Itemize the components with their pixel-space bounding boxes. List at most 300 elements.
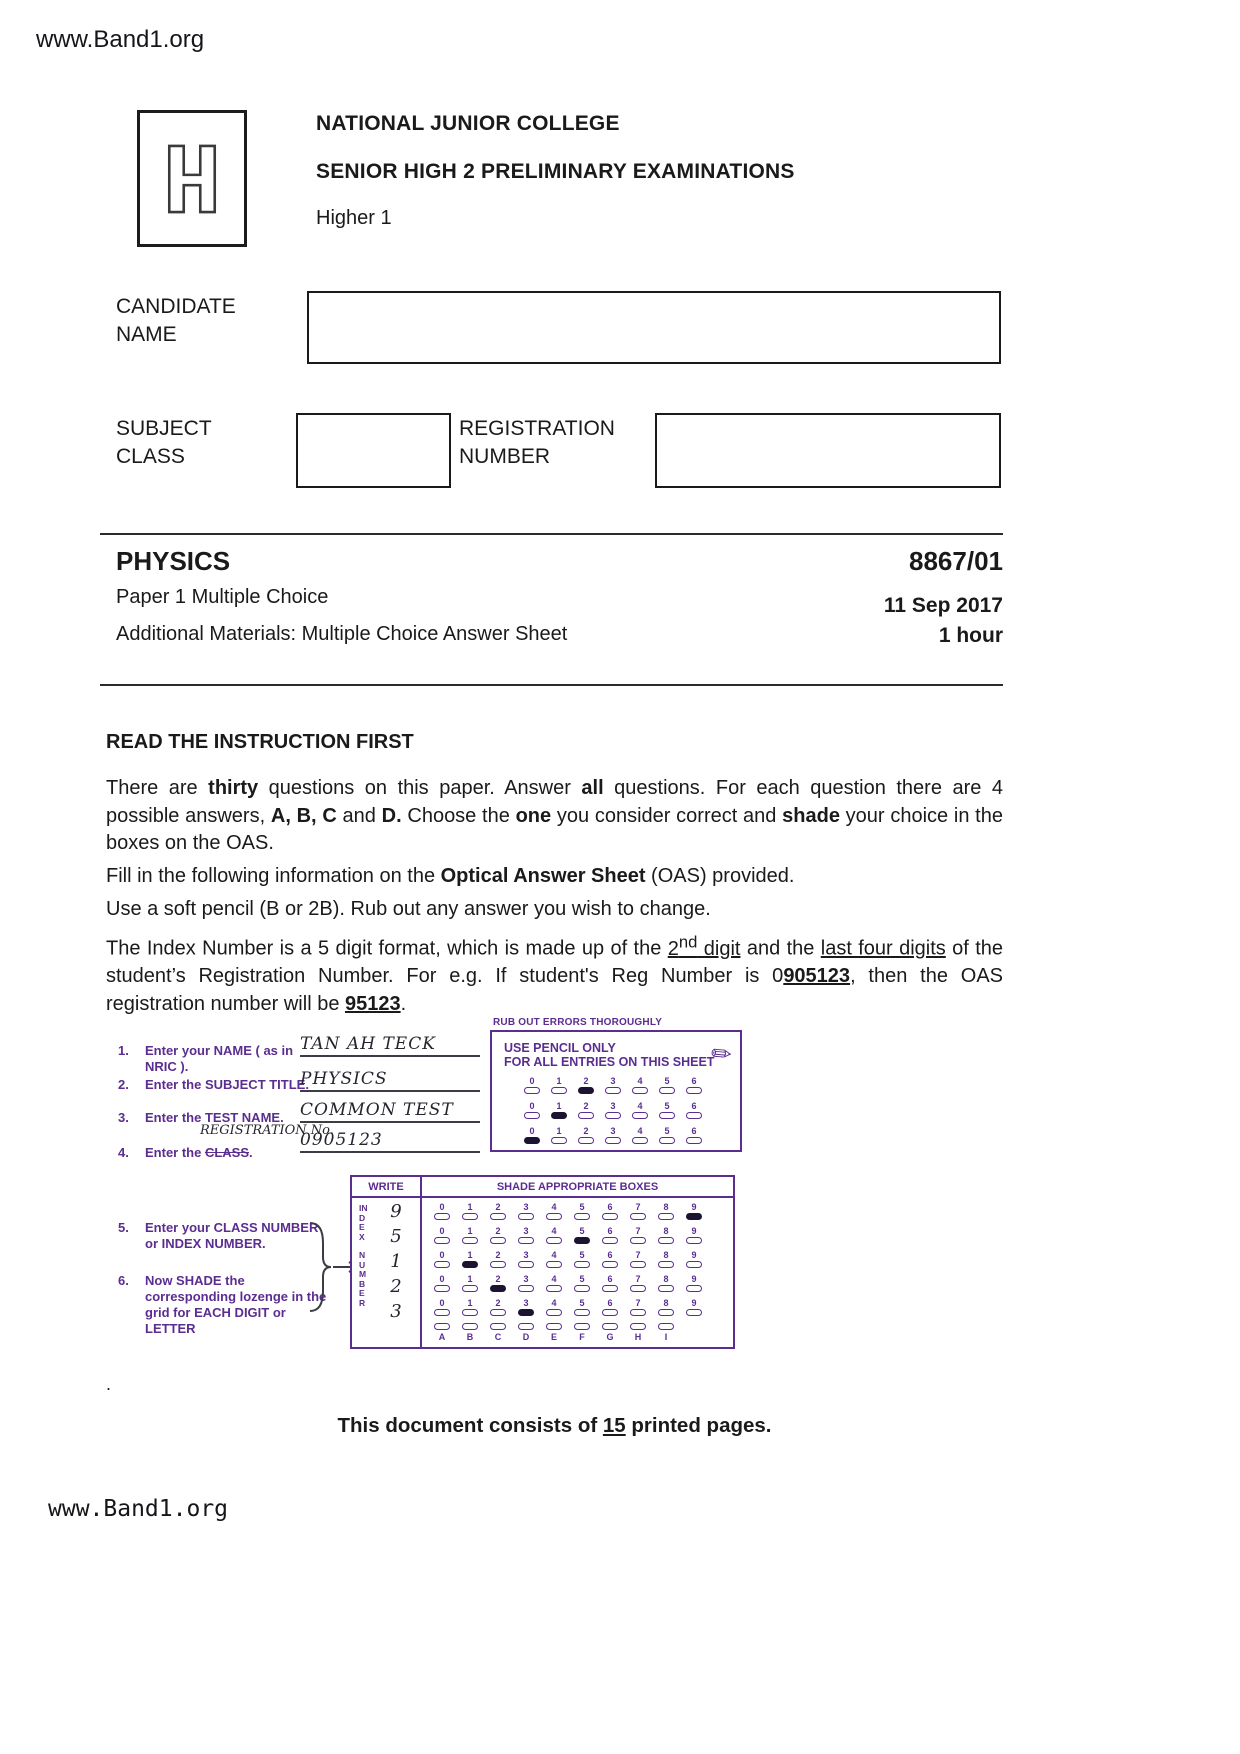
lozenge-shaded <box>518 1309 534 1316</box>
digit-cell <box>572 1322 592 1342</box>
lozenge <box>574 1261 590 1268</box>
lozenge <box>518 1285 534 1292</box>
digit-cell <box>657 1126 677 1144</box>
digit-cell <box>544 1274 564 1292</box>
digit-label: 1 <box>556 1101 562 1111</box>
lozenge <box>686 1087 702 1094</box>
digit-cell <box>488 1226 508 1244</box>
lozenge <box>630 1237 646 1244</box>
digit-cell <box>630 1076 650 1094</box>
subject-class-label-line1: SUBJECT <box>116 417 212 440</box>
digit-cell <box>657 1101 677 1119</box>
pencil-icon: ✎ <box>705 1037 739 1072</box>
lozenge <box>546 1285 562 1292</box>
digit-label: 8 <box>663 1298 669 1308</box>
digit-label: 2 <box>583 1126 589 1136</box>
lozenge <box>546 1237 562 1244</box>
paper-title: Paper 1 Multiple Choice <box>116 586 329 608</box>
digit-label: 3 <box>610 1126 616 1136</box>
p4-text: , then the OAS registration number will be <box>106 965 1003 1015</box>
subject-class-label <box>116 415 212 471</box>
shade-digit-row <box>432 1226 733 1244</box>
lozenge <box>546 1213 562 1220</box>
digit-cell <box>684 1101 704 1119</box>
grid-header <box>352 1177 733 1198</box>
lozenge <box>518 1237 534 1244</box>
digit-label: I <box>664 1332 668 1342</box>
lozenge <box>490 1323 506 1330</box>
digit-label: 3 <box>610 1101 616 1111</box>
digit-cell <box>628 1202 648 1220</box>
p1-text: your choice in the boxes on the OAS. <box>106 804 1003 854</box>
divider-top <box>100 533 1003 535</box>
digit-label: 3 <box>523 1202 529 1212</box>
digit-cell <box>432 1274 452 1292</box>
lozenge <box>518 1213 534 1220</box>
page-count-note <box>106 1414 1003 1438</box>
digit-cell <box>488 1298 508 1316</box>
lozenge-shaded <box>524 1137 540 1144</box>
digit-cell <box>576 1126 596 1144</box>
step-label-pre: Enter the <box>145 1145 205 1160</box>
digit-cell <box>488 1322 508 1342</box>
divider-bottom <box>100 684 1003 686</box>
digit-cell <box>684 1274 704 1292</box>
lozenge <box>546 1323 562 1330</box>
digit-label: 1 <box>467 1298 473 1308</box>
step-label: Now SHADE the corresponding lozenge in the grid for EACH DIGIT or LETTER <box>145 1273 327 1336</box>
step-label-struck: CLASS <box>204 1145 250 1160</box>
digit-cell <box>600 1226 620 1244</box>
pencil-box-line2: FOR ALL ENTRIES ON THIS SHEET <box>504 1055 715 1069</box>
digit-cell <box>628 1298 648 1316</box>
pencil-box-digit-row <box>522 1126 704 1144</box>
subject-class-label-line2: CLASS <box>116 445 185 468</box>
lozenge <box>658 1309 674 1316</box>
lozenge <box>630 1261 646 1268</box>
digit-label: A <box>438 1332 446 1342</box>
digit-label: 9 <box>691 1226 697 1236</box>
lozenge-shaded <box>462 1261 478 1268</box>
digit-cell <box>544 1298 564 1316</box>
digit-label: 1 <box>467 1250 473 1260</box>
digit-cell <box>657 1076 677 1094</box>
pencil-box-digit-rows <box>522 1076 704 1151</box>
digit-label: D <box>522 1332 530 1342</box>
digit-label: 0 <box>439 1250 445 1260</box>
oas-step-5 <box>118 1220 327 1252</box>
lozenge <box>658 1285 674 1292</box>
shade-letter-row <box>432 1322 733 1342</box>
p4-underline-word: digit <box>697 937 741 960</box>
instructions-paragraph-1 <box>106 775 1003 858</box>
candidate-name-label <box>116 293 236 349</box>
step-label: Enter the TEST NAME. <box>145 1110 284 1125</box>
lozenge <box>551 1137 567 1144</box>
digit-label: 0 <box>529 1076 535 1086</box>
digit-label: 8 <box>663 1250 669 1260</box>
lozenge <box>658 1323 674 1330</box>
rub-out-errors-note: RUB OUT ERRORS THOROUGHLY <box>493 1017 663 1028</box>
lozenge <box>686 1261 702 1268</box>
digit-cell <box>488 1202 508 1220</box>
candidate-name-label-line1: CANDIDATE <box>116 295 236 318</box>
digit-label: E <box>550 1332 557 1342</box>
lozenge <box>630 1309 646 1316</box>
digit-label: 5 <box>579 1202 585 1212</box>
exam-title: SENIOR HIGH 2 PRELIMINARY EXAMINATIONS <box>316 160 795 183</box>
step-number: 1. <box>118 1043 129 1058</box>
lozenge <box>632 1137 648 1144</box>
digit-cell <box>549 1101 569 1119</box>
digit-label: 4 <box>637 1126 643 1136</box>
digit-label: 7 <box>635 1298 641 1308</box>
digit-label: 6 <box>607 1226 613 1236</box>
lozenge <box>574 1323 590 1330</box>
digit-label: 0 <box>439 1298 445 1308</box>
digit-label: 2 <box>495 1226 501 1236</box>
step-label: Enter the SUBJECT TITLE. <box>145 1077 309 1092</box>
lozenge <box>490 1237 506 1244</box>
digit-label: 9 <box>691 1274 697 1284</box>
digit-cell <box>516 1298 536 1316</box>
digit-cell <box>522 1126 542 1144</box>
digit-label: 5 <box>579 1226 585 1236</box>
digit-label: H <box>634 1332 642 1342</box>
digit-label: 6 <box>607 1298 613 1308</box>
lozenge <box>574 1285 590 1292</box>
digit-label: 5 <box>579 1298 585 1308</box>
lozenge <box>462 1309 478 1316</box>
lozenge <box>602 1323 618 1330</box>
page-count-text: printed pages. <box>625 1414 772 1437</box>
write-column <box>352 1198 422 1347</box>
digit-cell <box>516 1322 536 1342</box>
p1-bold: A, B, C <box>270 804 337 827</box>
pencil-box-digit-row <box>522 1101 704 1119</box>
handwritten-registration-no-label: REGISTRATION No. <box>200 1123 334 1138</box>
handwritten-digit: 5 <box>390 1226 402 1247</box>
lozenge <box>632 1112 648 1119</box>
digit-label: 2 <box>495 1202 501 1212</box>
oas-step-3-value-line <box>300 1093 480 1123</box>
digit-cell <box>522 1101 542 1119</box>
digit-label: C <box>494 1332 502 1342</box>
digit-label: 3 <box>610 1076 616 1086</box>
digit-label: 2 <box>495 1250 501 1260</box>
digit-label: 7 <box>635 1250 641 1260</box>
p4-text: . <box>400 992 407 1015</box>
digit-cell <box>460 1226 480 1244</box>
lozenge <box>574 1213 590 1220</box>
subject-title: PHYSICS <box>116 546 231 576</box>
digit-cell <box>572 1226 592 1244</box>
index-number-grid <box>350 1175 735 1349</box>
digit-label: F <box>579 1332 585 1342</box>
digit-cell <box>432 1202 452 1220</box>
lozenge <box>546 1309 562 1316</box>
digit-cell <box>572 1250 592 1268</box>
oas-step-1-value-line <box>300 1027 480 1057</box>
additional-materials: Additional Materials: Multiple Choice Answer Sheet <box>116 623 568 645</box>
instructions-paragraph-3: Use a soft pencil (B or 2B). Rub out any answer you wish to change. <box>106 898 711 920</box>
p2-bold: Optical Answer Sheet <box>440 865 646 887</box>
digit-cell <box>544 1250 564 1268</box>
p1-text: questions. For each question there are 4 possible answers, <box>106 777 1003 827</box>
digit-cell <box>544 1226 564 1244</box>
step-label: Enter your NAME ( as in NRIC ). <box>145 1043 294 1074</box>
lozenge <box>434 1213 450 1220</box>
pencil-box-digit-row <box>522 1076 704 1094</box>
lozenge <box>630 1213 646 1220</box>
digit-label: 7 <box>635 1274 641 1284</box>
handwritten-digit: 2 <box>390 1276 402 1297</box>
p1-text: and <box>336 804 382 827</box>
shade-digit-row <box>432 1202 733 1220</box>
lozenge-shaded <box>686 1213 702 1220</box>
digit-label: 7 <box>635 1226 641 1236</box>
digit-label: 2 <box>583 1101 589 1111</box>
p1-bold: one <box>515 804 552 827</box>
lozenge <box>686 1309 702 1316</box>
lozenge <box>605 1087 621 1094</box>
digit-cell <box>544 1322 564 1342</box>
lozenge <box>546 1261 562 1268</box>
lozenge-shaded <box>578 1087 594 1094</box>
grid-body <box>352 1198 733 1347</box>
p1-text: There are <box>106 777 209 799</box>
h-letter-icon <box>161 139 223 219</box>
digit-cell <box>460 1274 480 1292</box>
lozenge <box>658 1237 674 1244</box>
p2-text: Fill in the following information on the <box>106 865 441 887</box>
digit-cell <box>656 1298 676 1316</box>
p4-underline: last four digits <box>820 937 946 960</box>
lozenge <box>602 1285 618 1292</box>
paper-code: 8867/01 <box>909 546 1003 576</box>
digit-label: 0 <box>529 1101 535 1111</box>
lozenge <box>630 1323 646 1330</box>
p4-text: and the <box>740 937 821 960</box>
oas-step-6 <box>118 1273 327 1337</box>
vertical-labels <box>352 1198 372 1347</box>
digit-cell <box>600 1322 620 1342</box>
lozenge <box>578 1137 594 1144</box>
digit-label: 6 <box>607 1250 613 1260</box>
digit-label: 6 <box>691 1101 697 1111</box>
lozenge <box>518 1323 534 1330</box>
digit-cell <box>628 1274 648 1292</box>
digit-label: 6 <box>691 1126 697 1136</box>
lozenge <box>605 1137 621 1144</box>
lozenge <box>524 1112 540 1119</box>
digit-cell <box>432 1298 452 1316</box>
digit-cell <box>656 1202 676 1220</box>
stray-dot: . <box>106 1374 112 1394</box>
lozenge <box>434 1309 450 1316</box>
lozenge <box>574 1309 590 1316</box>
lozenge <box>659 1137 675 1144</box>
digit-label: 4 <box>637 1076 643 1086</box>
registration-number-label-line2: NUMBER <box>459 445 551 468</box>
registration-number-box <box>655 413 1001 488</box>
handwritten-name: TAN AH TECK <box>300 1034 436 1054</box>
index-vertical-label: INDEX <box>359 1203 368 1242</box>
step-label: Enter your CLASS NUMBER or INDEX NUMBER. <box>145 1220 319 1251</box>
digit-cell <box>432 1322 452 1342</box>
instructions-heading: READ THE INSTRUCTION FIRST <box>106 731 414 753</box>
registration-number-label-line1: REGISTRATION <box>459 417 615 440</box>
oas-step-2-value-line <box>300 1062 480 1092</box>
shade-grid <box>422 1198 733 1347</box>
digit-label: 1 <box>467 1274 473 1284</box>
p1-bold: all <box>581 777 604 799</box>
p2-text: (OAS) provided. <box>645 865 795 887</box>
digit-cell <box>656 1274 676 1292</box>
digit-label: 5 <box>664 1126 670 1136</box>
digit-cell <box>603 1126 623 1144</box>
college-name: NATIONAL JUNIOR COLLEGE <box>316 112 620 135</box>
digit-label: 4 <box>551 1202 557 1212</box>
pencil-box-line1: USE PENCIL ONLY <box>504 1041 616 1055</box>
digit-label: 8 <box>663 1274 669 1284</box>
lozenge <box>551 1087 567 1094</box>
digit-label: 9 <box>691 1298 697 1308</box>
digit-label: 3 <box>523 1250 529 1260</box>
lozenge <box>632 1087 648 1094</box>
step-label-post: . <box>249 1145 253 1160</box>
lozenge <box>462 1285 478 1292</box>
digit-cell <box>656 1250 676 1268</box>
lozenge <box>658 1213 674 1220</box>
digit-label: 3 <box>523 1274 529 1284</box>
digit-label: 8 <box>663 1202 669 1212</box>
digit-cell <box>572 1274 592 1292</box>
step-number: 3. <box>118 1110 129 1125</box>
p1-text: Choose the <box>401 804 516 827</box>
handwritten-subject: PHYSICS <box>300 1069 388 1089</box>
watermark-top: www.Band1.org <box>36 26 205 53</box>
digit-cell <box>600 1274 620 1292</box>
digit-cell <box>432 1226 452 1244</box>
digit-cell <box>460 1250 480 1268</box>
lozenge <box>602 1237 618 1244</box>
p4-text: The Index Number is a 5 digit format, which is made up of the <box>106 937 668 960</box>
lozenge <box>602 1309 618 1316</box>
lozenge <box>659 1087 675 1094</box>
digit-cell <box>576 1101 596 1119</box>
digit-cell <box>684 1250 704 1268</box>
digit-cell <box>516 1274 536 1292</box>
digit-cell <box>656 1226 676 1244</box>
digit-cell <box>572 1298 592 1316</box>
exam-duration: 1 hour <box>938 624 1003 647</box>
oas-step-4-value-line <box>300 1123 480 1153</box>
digit-label: 7 <box>635 1202 641 1212</box>
digit-cell <box>628 1250 648 1268</box>
digit-label: 0 <box>529 1126 535 1136</box>
digit-cell <box>516 1202 536 1220</box>
handwritten-digit: 9 <box>390 1201 402 1222</box>
oas-step-4 <box>118 1145 327 1161</box>
digit-label: 1 <box>467 1202 473 1212</box>
lozenge <box>462 1237 478 1244</box>
digit-label: 0 <box>439 1226 445 1236</box>
lozenge <box>658 1261 674 1268</box>
lozenge-shaded <box>574 1237 590 1244</box>
digit-label: 3 <box>523 1298 529 1308</box>
lozenge <box>605 1112 621 1119</box>
lozenge <box>602 1261 618 1268</box>
digit-label: 5 <box>579 1274 585 1284</box>
handwritten-digit: 3 <box>390 1301 402 1322</box>
lozenge <box>659 1112 675 1119</box>
digit-cell <box>600 1298 620 1316</box>
digit-label: 5 <box>664 1101 670 1111</box>
digit-label: 8 <box>663 1226 669 1236</box>
exam-date: 11 Sep 2017 <box>883 594 1003 617</box>
lozenge <box>578 1112 594 1119</box>
digit-cell <box>600 1250 620 1268</box>
shade-header: SHADE APPROPRIATE BOXES <box>496 1181 659 1193</box>
digit-label: 9 <box>691 1250 697 1260</box>
candidate-name-box <box>307 291 1001 364</box>
handwritten-registration-number: 0905123 <box>300 1130 383 1150</box>
digit-label: 2 <box>495 1298 501 1308</box>
lozenge <box>490 1309 506 1316</box>
p4-bold-underline: 905123 <box>783 965 851 988</box>
digit-label: 4 <box>551 1274 557 1284</box>
digit-cell <box>488 1274 508 1292</box>
digit-cell <box>516 1250 536 1268</box>
digit-label: 2 <box>583 1076 589 1086</box>
oas-step-2 <box>118 1077 327 1093</box>
digit-label: 5 <box>664 1076 670 1086</box>
digit-label: 3 <box>523 1226 529 1236</box>
lozenge <box>462 1213 478 1220</box>
digit-label: G <box>606 1332 614 1342</box>
digit-cell <box>572 1202 592 1220</box>
exam-header <box>316 112 795 230</box>
instructions-paragraph-4 <box>106 928 1003 1018</box>
lozenge <box>524 1087 540 1094</box>
registration-number-label <box>459 415 615 471</box>
lozenge <box>518 1261 534 1268</box>
digit-cell <box>603 1076 623 1094</box>
digit-cell <box>600 1202 620 1220</box>
p4-bold-underline: 95123 <box>345 992 401 1015</box>
p1-bold: shade <box>782 804 840 827</box>
digit-cell <box>628 1226 648 1244</box>
digit-cell <box>576 1076 596 1094</box>
step-number: 4. <box>118 1145 129 1160</box>
oas-sample-figure <box>100 1015 748 1355</box>
handwritten-test-name: COMMON TEST <box>300 1100 454 1120</box>
shade-digit-row <box>432 1298 733 1316</box>
step-number: 2. <box>118 1077 129 1092</box>
shade-digit-row <box>432 1274 733 1292</box>
lozenge-shaded <box>551 1112 567 1119</box>
digit-label: 1 <box>556 1076 562 1086</box>
number-vertical-label: NUMBER <box>359 1250 367 1308</box>
digit-label: 6 <box>607 1202 613 1212</box>
step-number: 5. <box>118 1220 129 1235</box>
digit-label: 0 <box>439 1202 445 1212</box>
p1-bold: D. <box>381 804 402 827</box>
digit-cell <box>460 1202 480 1220</box>
digit-cell <box>630 1126 650 1144</box>
shade-digit-row <box>432 1250 733 1268</box>
